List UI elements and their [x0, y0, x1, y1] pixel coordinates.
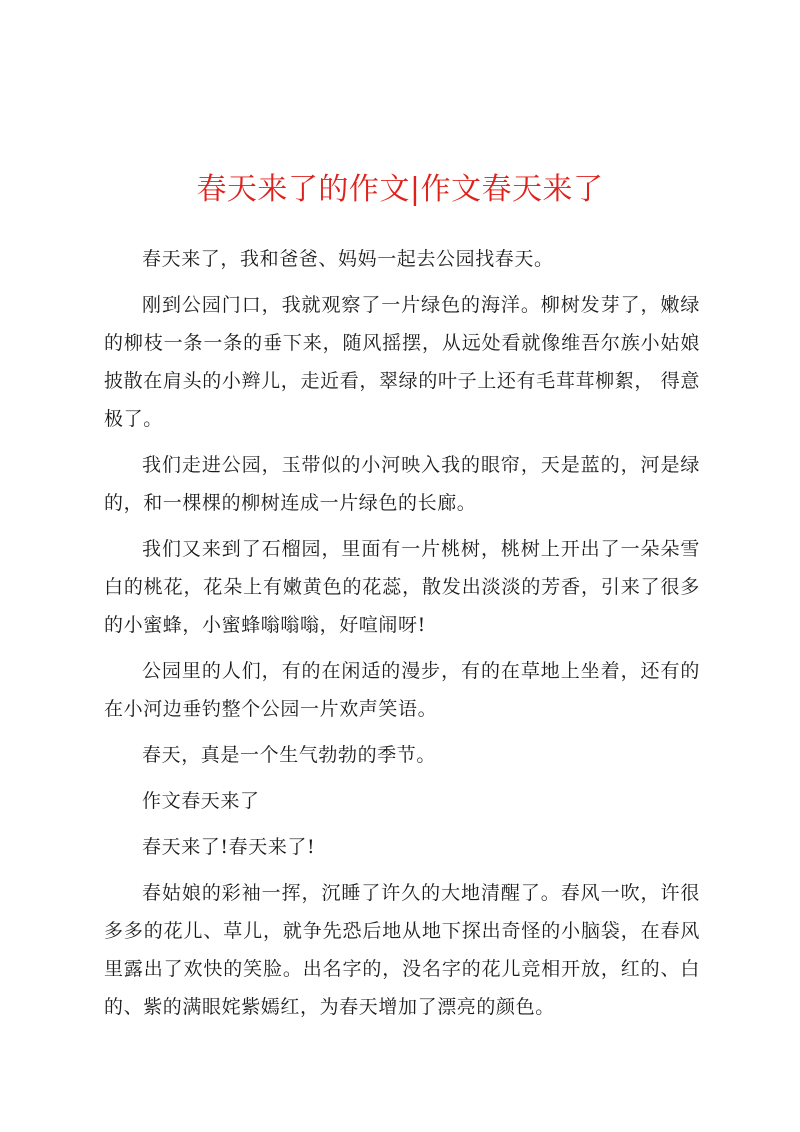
paragraph-9: 春姑娘的彩袖一挥，沉睡了许久的大地清醒了。春风一吹，许很多多的花儿、草儿，就争先恐后地从地下探出奇怪的小脑袋，在春风里露出了欢快的笑脸。出名字的，没名字的花儿竞相开放，红的、白的、紫的满眼姹紫嫣红，为春天增加了漂亮的颜色。	[104, 882, 700, 1018]
paragraph-6: 春天，真是一个生气勃勃的季节。	[142, 744, 437, 766]
document-body	[104, 240, 700, 1034]
paragraph-5: 公园里的人们，有的在闲适的漫步，有的在草地上坐着，还有的在小河边垂钓整个公园一片欢声笑语。	[104, 660, 700, 720]
paragraph-3: 我们走进公园，玉带似的小河映入我的眼帘，天是蓝的，河是绿的，和一棵棵的柳树连成一片绿色的长廊。	[104, 454, 700, 514]
paragraph-8: 春天来了!春天来了!	[142, 836, 316, 858]
document-title: 春天来了的作文|作文春天来了	[196, 172, 604, 207]
paragraph-1: 春天来了，我和爸爸、妈妈一起去公园找春天。	[142, 248, 554, 270]
paragraph-2: 刚到公园门口，我就观察了一片绿色的海洋。柳树发芽了，嫩绿的柳枝一条一条的垂下来，随风摇摆，从远处看就像维吾尔族小姑娘披散在肩头的小辫儿，走近看，翠绿的叶子上还有毛茸茸柳絮， 得意极了。	[104, 294, 700, 430]
paragraph-4: 我们又来到了石榴园，里面有一片桃树，桃树上开出了一朵朵雪白的桃花，花朵上有嫩黄色的花蕊，散发出淡淡的芳香，引来了很多的小蜜蜂，小蜜蜂嗡嗡嗡，好喧闹呀!	[104, 538, 700, 636]
subheading-paragraph: 作文春天来了	[142, 790, 260, 812]
